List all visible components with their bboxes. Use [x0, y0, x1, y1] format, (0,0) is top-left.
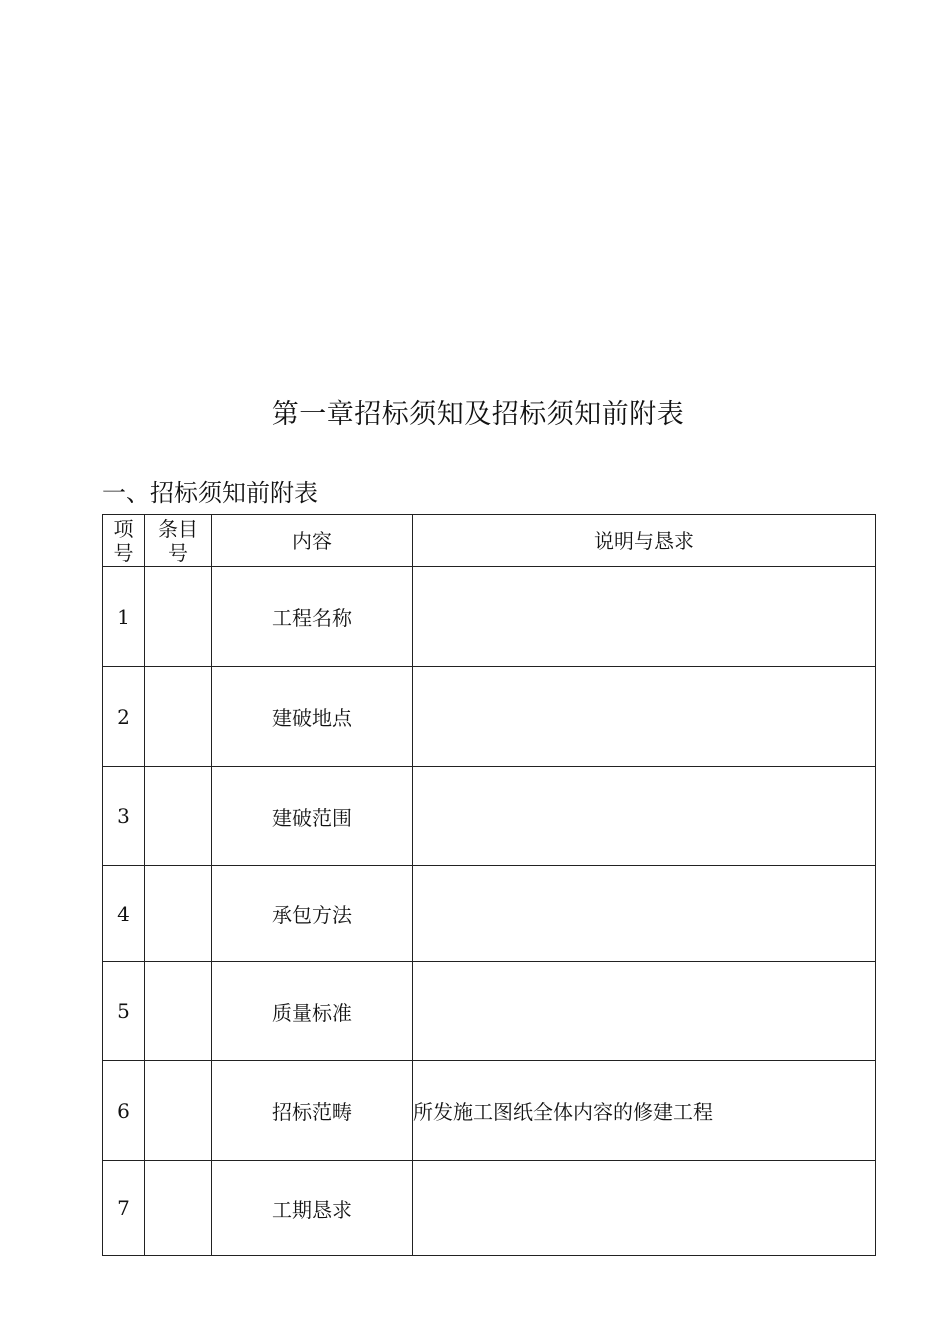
- annex-table: [102, 514, 876, 1256]
- row-description: [413, 866, 876, 962]
- header-item-no-line1: 项: [113, 516, 134, 541]
- row-no: 7: [103, 1161, 145, 1256]
- row-content: 工期恳求: [212, 1161, 413, 1256]
- row-description: [413, 1161, 876, 1256]
- chapter-title: 第一章招标须知及招标须知前附表: [271, 399, 685, 430]
- row-content: 承包方法: [212, 866, 413, 962]
- row-content: 建破地点: [212, 667, 413, 767]
- header-clause-no-line1: 条目: [158, 516, 198, 541]
- table-row: [103, 866, 876, 962]
- table-row: [103, 567, 876, 667]
- table-header-row: [103, 515, 876, 567]
- row-clause: [145, 962, 212, 1061]
- row-description: [413, 767, 876, 866]
- row-description: [413, 667, 876, 767]
- row-clause: [145, 667, 212, 767]
- row-no: 1: [103, 567, 145, 667]
- row-no: 2: [103, 667, 145, 767]
- row-clause: [145, 1061, 212, 1161]
- row-description: 所发施工图纸全体内容的修建工程: [413, 1061, 876, 1161]
- row-content: 工程名称: [212, 567, 413, 667]
- row-no: 5: [103, 962, 145, 1061]
- row-clause: [145, 767, 212, 866]
- header-content: 内容: [212, 515, 413, 567]
- row-description: [413, 962, 876, 1061]
- table-row: [103, 767, 876, 866]
- row-clause: [145, 1161, 212, 1256]
- row-clause: [145, 866, 212, 962]
- header-description: 说明与恳求: [413, 515, 876, 567]
- table-row: [103, 1161, 876, 1256]
- row-description: [413, 567, 876, 667]
- row-content: 招标范畴: [212, 1061, 413, 1161]
- table-row: [103, 667, 876, 767]
- header-item-no-line2: 号: [113, 540, 134, 565]
- row-no: 4: [103, 866, 145, 962]
- row-no: 6: [103, 1061, 145, 1161]
- header-item-no: [103, 515, 145, 567]
- header-clause-no: [145, 515, 212, 567]
- row-content: 建破范围: [212, 767, 413, 866]
- section-title: 一、招标须知前附表: [102, 479, 318, 507]
- row-content: 质量标准: [212, 962, 413, 1061]
- table-row: [103, 962, 876, 1061]
- row-clause: [145, 567, 212, 667]
- table-row: [103, 1061, 876, 1161]
- header-clause-no-line2: 号: [168, 540, 188, 565]
- row-no: 3: [103, 767, 145, 866]
